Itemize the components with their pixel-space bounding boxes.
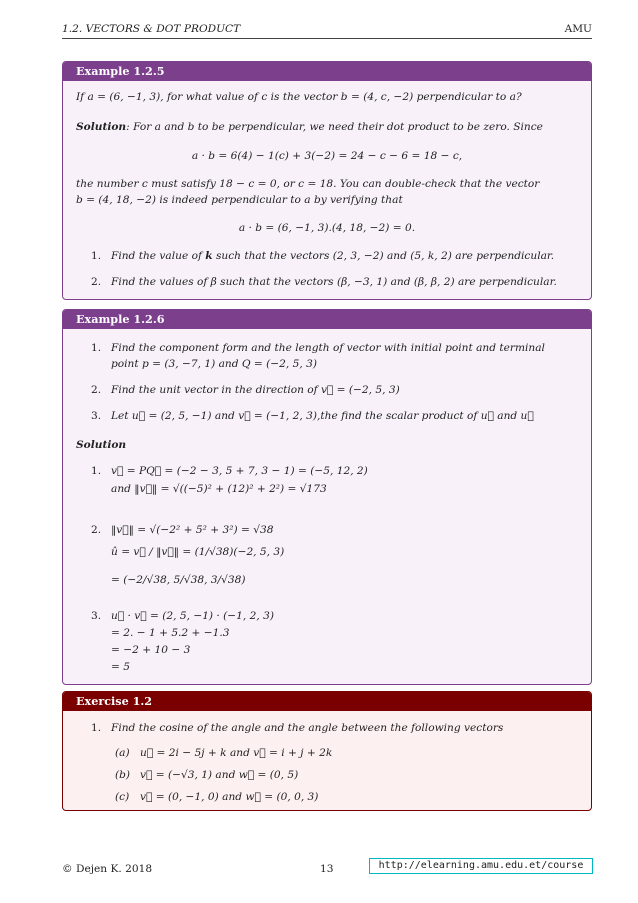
solution-heading: Solution [76, 439, 127, 451]
list-bold: k [205, 250, 213, 262]
list-number: 2. [91, 276, 102, 288]
solution-3-result: = 5 [111, 661, 130, 673]
solution-2-unit-vector: û = v⃗ / ‖v⃗‖ = (1/√38)(−2, 5, 3) [111, 546, 285, 558]
exercise-text: Find the cosine of the angle and the angle between the following vectors [111, 722, 504, 734]
part-text: v⃗ = (0, −1, 0) and w⃗ = (0, 0, 3) [140, 791, 319, 803]
list-item [91, 275, 557, 289]
solution-2 [91, 523, 273, 537]
list-text: Find the value of [111, 250, 206, 262]
question-2 [91, 383, 400, 397]
solution-step: u⃗ · v⃗ = (2, 5, −1) · (−1, 2, 3) [111, 610, 275, 622]
solution-text-line-3: b = (4, 18, −2) is indeed perpendicular to a by verifying that [76, 194, 403, 206]
header-institution: AMU [564, 23, 592, 35]
list-number: 3. [91, 410, 102, 422]
solution-1-norm: and ‖v⃗‖ = √((−5)² + (12)² + 2²) = √173 [111, 483, 327, 495]
list-text: Find the values of β such that the vectors (β, −3, 1) and (β, β, 2) are perpendicular. [111, 276, 557, 288]
solution-3-step-3: = −2 + 10 − 3 [111, 644, 191, 656]
solution-3 [91, 609, 274, 623]
solution-3-step-2: = 2. − 1 + 5.2 + −1.3 [111, 627, 230, 639]
exercise-part-a [115, 746, 332, 760]
example-title: Example 1.2.5 [63, 62, 591, 81]
question-3 [91, 409, 534, 423]
running-header [62, 22, 592, 39]
solution-1 [91, 464, 368, 478]
example-title: Example 1.2.6 [63, 310, 591, 329]
question-text: Find the unit vector in the direction of v⃗ = (−2, 5, 3) [111, 384, 400, 396]
part-text: v⃗ = (−√3, 1) and w⃗ = (0, 5) [140, 769, 299, 781]
equation-dot-product: a · b = 6(4) − 1(c) + 3(−2) = 24 − c − 6 = 18 − c, [191, 150, 463, 162]
solution-label: Solution [76, 121, 127, 133]
example-box-1-2-5 [62, 61, 592, 300]
list-number: 2. [91, 524, 102, 536]
part-text: u⃗ = 2i − 5j + k and v⃗ = i + j + 2k [140, 747, 333, 759]
list-number: 1. [91, 465, 102, 477]
part-label: (a) [115, 747, 130, 759]
solution-step: v⃗ = PQ⃗ = (−2 − 3, 5 + 7, 3 − 1) = (−5, 12, 2) [111, 465, 368, 477]
exercise-part-b [115, 768, 298, 782]
part-label: (c) [115, 791, 130, 803]
example-box-1-2-6 [62, 309, 592, 685]
solution-step: ‖v⃗‖ = √(−2² + 5² + 3²) = √38 [111, 524, 274, 536]
equation-verification: a · b = (6, −1, 3).(4, 18, −2) = 0. [238, 222, 416, 234]
solution-text: : For a and b to be perpendicular, we need their dot product to be zero. Since [126, 121, 543, 133]
question-1 [91, 341, 545, 355]
question-text: Let u⃗ = (2, 5, −1) and v⃗ = (−1, 2, 3),the find the scalar product of u⃗ and u⃗ [111, 410, 534, 422]
question-text: If a = (6, −1, 3), for what value of c is the vector b = (4, c, −2) perpendicular to a? [76, 91, 522, 103]
solution-line [76, 120, 543, 134]
exercise-item [91, 721, 503, 735]
footer-page-number: 13 [320, 863, 334, 875]
solution-2-result: = (−2/√38, 5/√38, 3/√38) [111, 574, 246, 586]
header-section: 1.2. VECTORS & DOT PRODUCT [62, 23, 241, 35]
list-number: 2. [91, 384, 102, 396]
question-text: Find the component form and the length of vector with initial point and terminal [111, 342, 545, 354]
list-number: 1. [91, 250, 102, 262]
question-1-continued: point p = (3, −7, 1) and Q = (−2, 5, 3) [111, 358, 318, 370]
footer-copyright: © Dejen K. 2018 [62, 863, 153, 875]
list-item [91, 249, 554, 263]
list-number: 1. [91, 342, 102, 354]
list-number: 1. [91, 722, 102, 734]
exercise-part-c [115, 790, 318, 804]
solution-text-line-2: the number c must satisfy 18 − c = 0, or c = 18. You can double-check that the vector [76, 178, 540, 190]
exercise-title: Exercise 1.2 [63, 692, 591, 711]
list-text-tail: such that the vectors (2, 3, −2) and (5, k, 2) are perpendicular. [212, 250, 555, 262]
exercise-box-1-2 [62, 691, 592, 811]
list-number: 3. [91, 610, 102, 622]
footer-course-link[interactable]: http://elearning.amu.edu.et/course [369, 858, 593, 874]
part-label: (b) [115, 769, 131, 781]
